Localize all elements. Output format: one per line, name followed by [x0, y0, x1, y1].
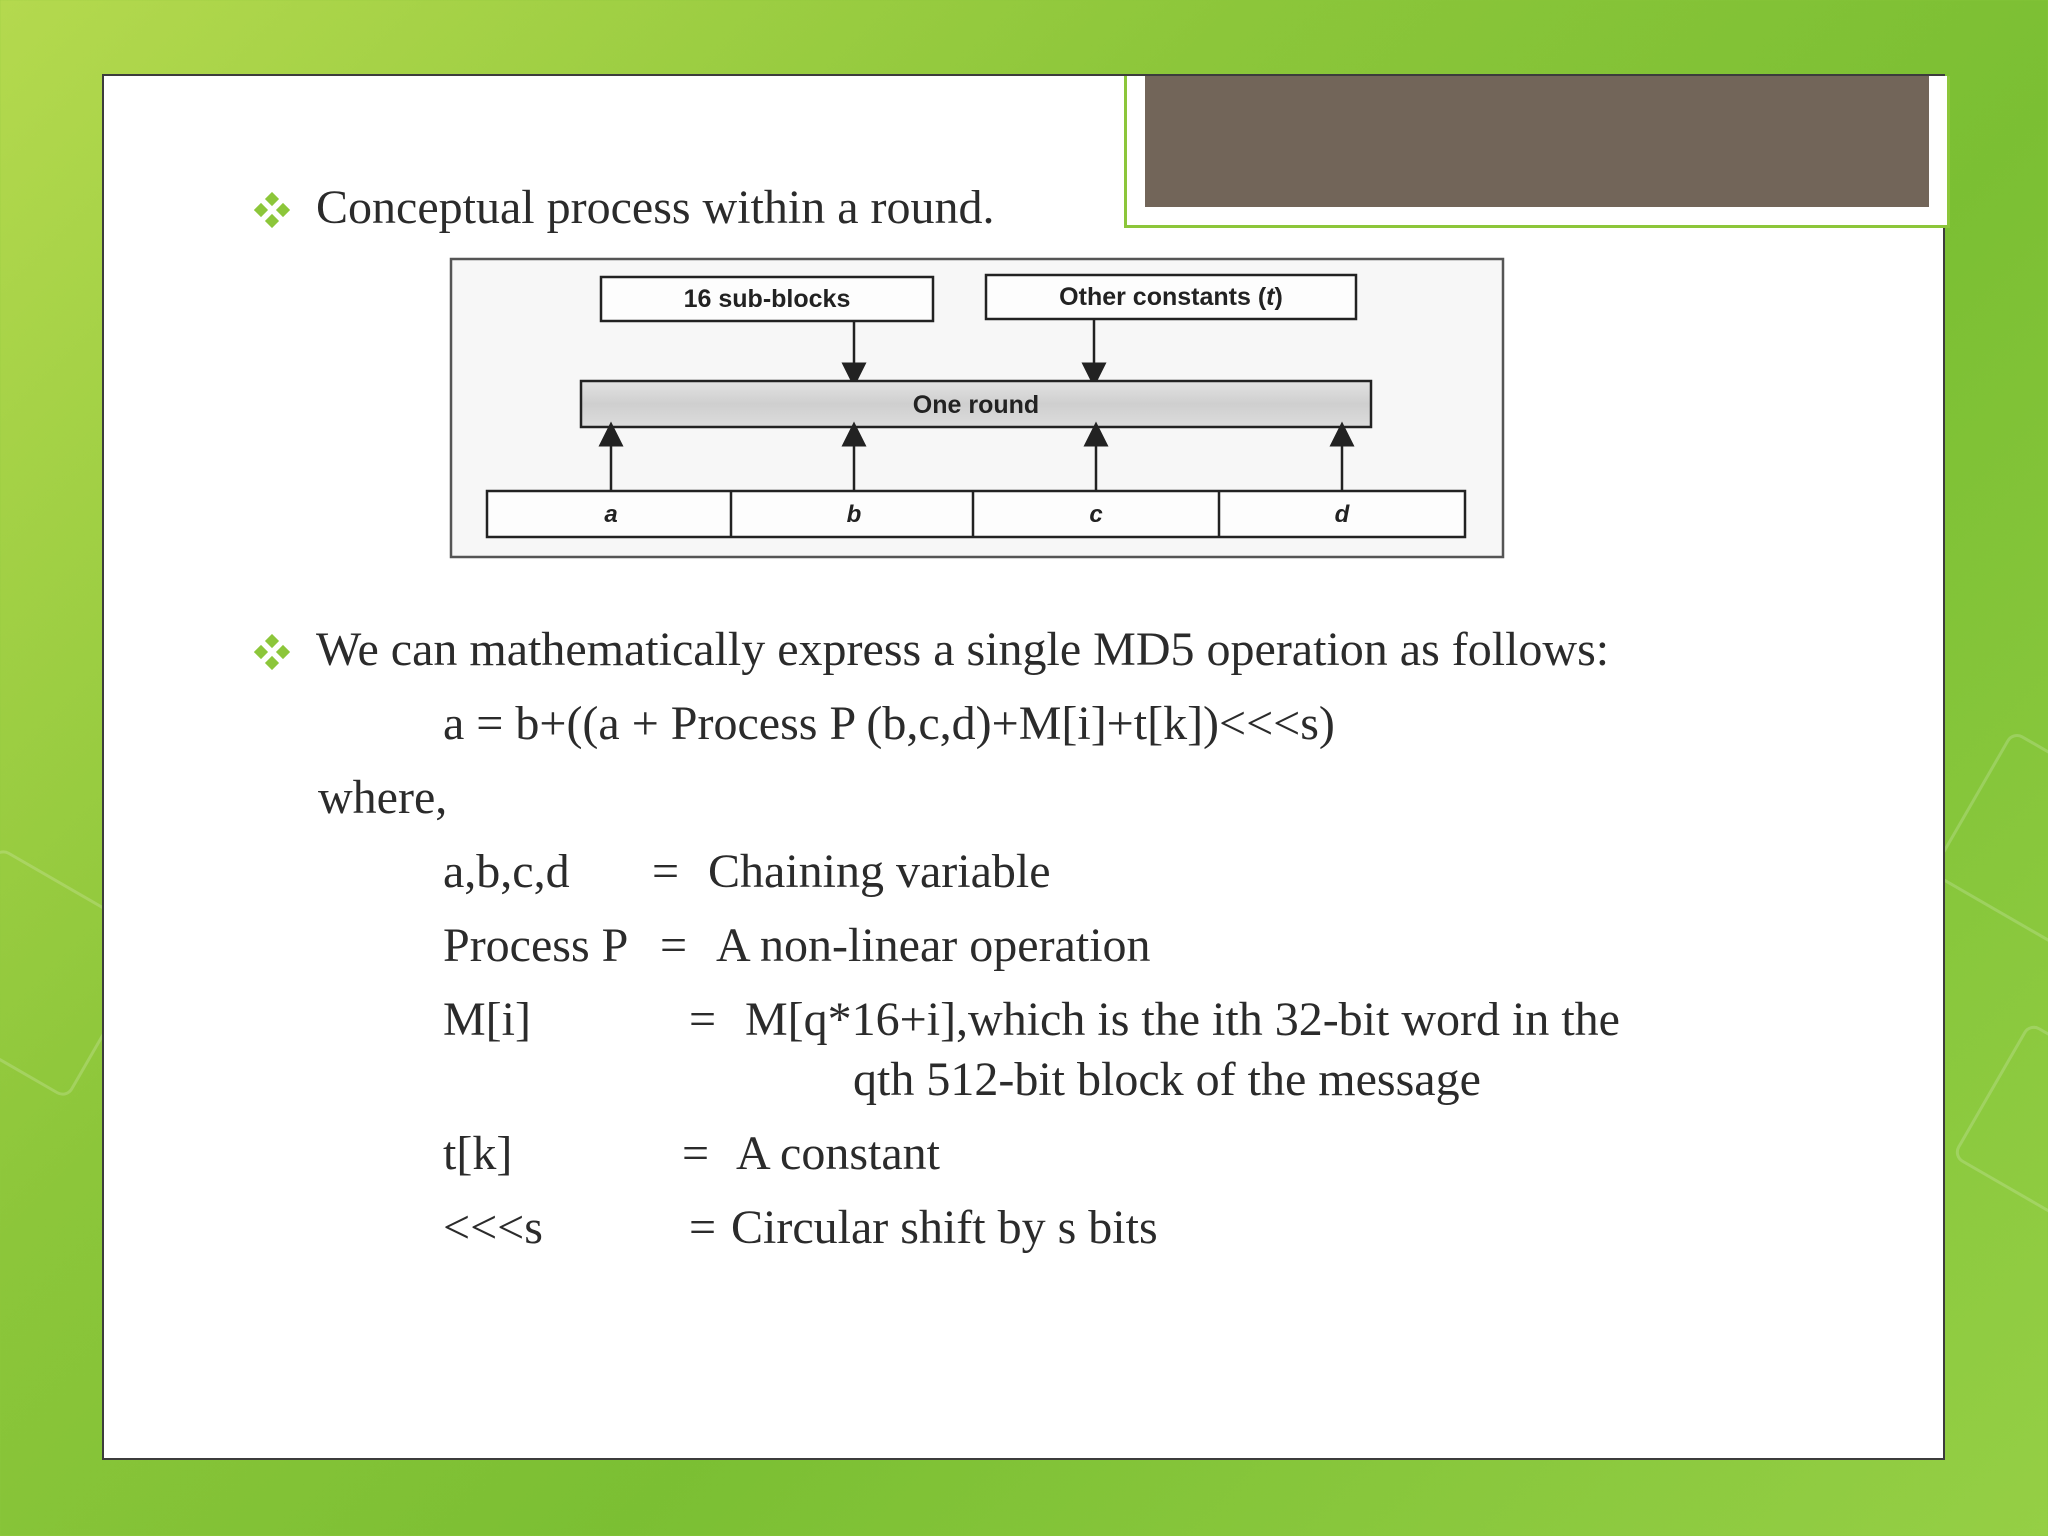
- background-hexagon: [1951, 1021, 2048, 1234]
- definition-equals: =: [652, 845, 680, 898]
- cell-d-label: d: [1334, 501, 1350, 528]
- one-round-label: One round: [912, 391, 1040, 419]
- chaining-variables-row: [487, 491, 1465, 537]
- definition-term: t[k]: [443, 1127, 513, 1180]
- title-placeholder-frame: [1124, 76, 1950, 228]
- cell-c-label: c: [1089, 501, 1103, 528]
- cell-a-label: a: [604, 501, 618, 528]
- sub-blocks-label: 16 sub-blocks: [683, 285, 851, 313]
- definition-description: Chaining variable: [708, 845, 1051, 898]
- definition-term: Process P: [443, 919, 629, 972]
- bullet-item-express: [254, 622, 1609, 678]
- other-constants-label: Other constants (t): [1059, 283, 1283, 311]
- title-placeholder: [1145, 76, 1929, 207]
- definition-description: M[q*16+i],which is the ith 32-bit word in the: [745, 993, 1620, 1046]
- definition-term: a,b,c,d: [443, 845, 570, 898]
- definition-term: M[i]: [443, 993, 531, 1046]
- bullet-item-conceptual: [254, 180, 995, 236]
- bullet-text: We can mathematically express a single MD5 operation as follows:: [316, 623, 1610, 676]
- definition-equals: =: [689, 993, 717, 1046]
- definition-description: Circular shift by s bits: [731, 1201, 1158, 1254]
- definition-description-continued: qth 512-bit block of the message: [853, 1053, 1481, 1106]
- definition-equals: =: [689, 1201, 717, 1254]
- bullet-text: Conceptual process within a round.: [316, 181, 995, 234]
- md5-round-diagram: [449, 257, 1505, 561]
- definition-term: <<<s: [443, 1201, 543, 1254]
- cell-b-label: b: [846, 501, 862, 528]
- md5-formula: a = b+((a + Process P (b,c,d)+M[i]+t[k])<<<s): [443, 697, 1335, 750]
- definition-equals: =: [682, 1127, 710, 1180]
- definition-description: A non-linear operation: [716, 919, 1151, 972]
- slide-content-panel: [102, 74, 1945, 1460]
- where-label: where,: [318, 771, 448, 824]
- diamond-bullet-icon: [254, 634, 290, 670]
- diamond-bullet-icon: [254, 192, 290, 228]
- background-hexagon: [1930, 730, 2048, 957]
- definition-description: A constant: [736, 1127, 940, 1180]
- definition-equals: =: [660, 919, 688, 972]
